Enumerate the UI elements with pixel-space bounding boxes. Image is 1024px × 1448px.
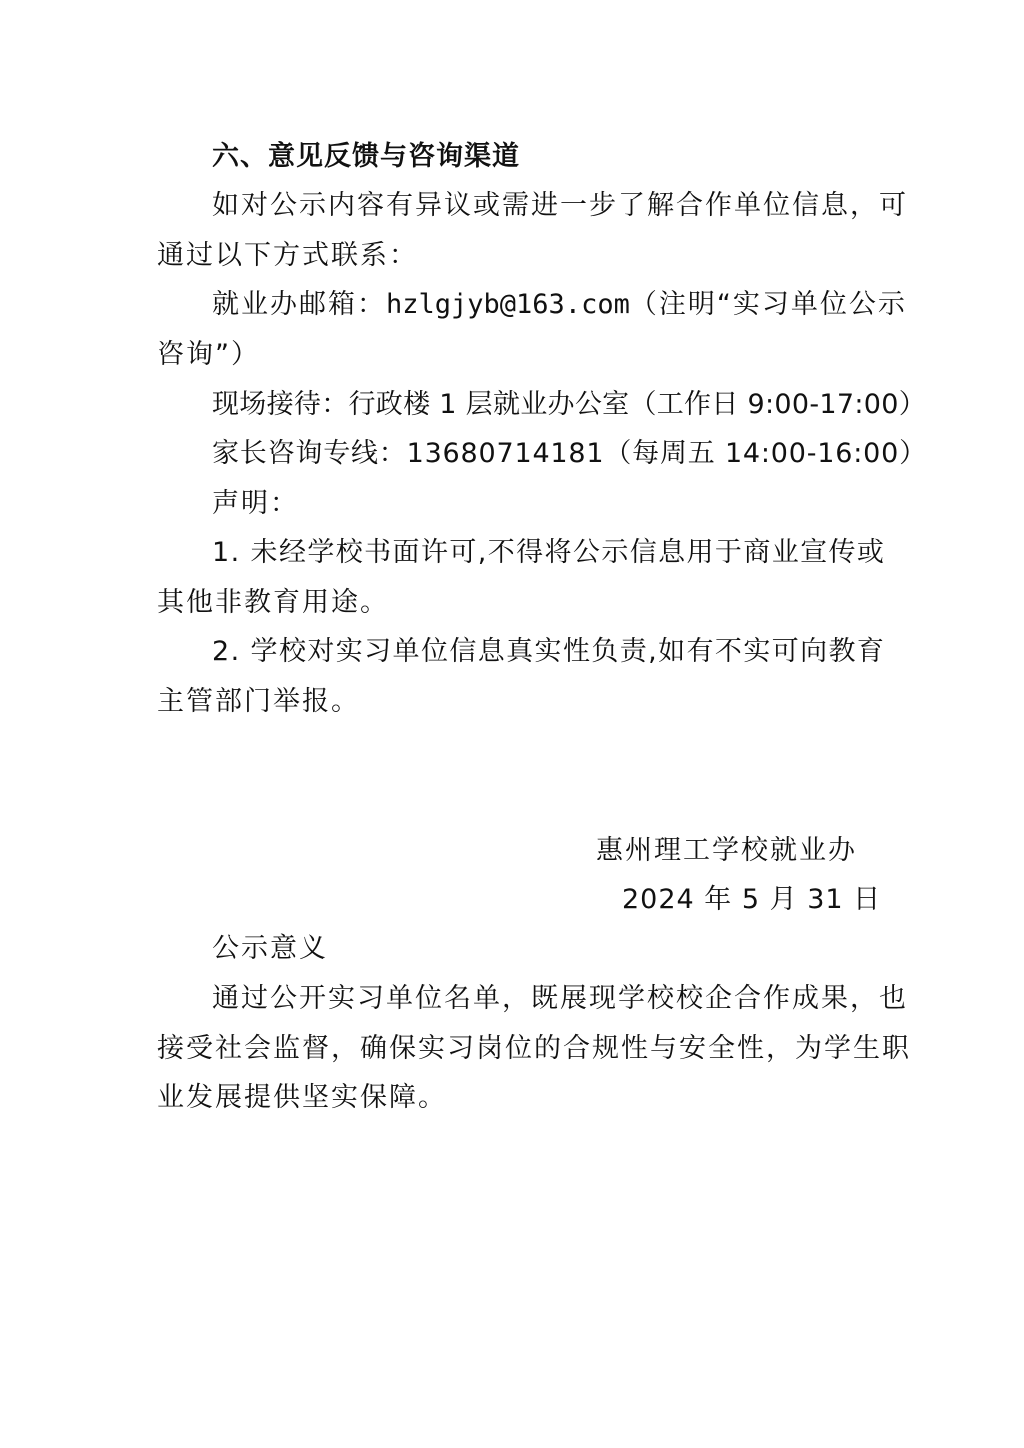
- email-address[interactable]: hzlgjyb@163.com: [386, 289, 630, 320]
- parent-hotline: 家长咨询专线：13680714181（每周五 14:00-16:00）: [212, 438, 927, 469]
- statement-item-2-line-2: 主管部门举报。: [157, 686, 360, 717]
- statement-item-1-line-2: 其他非教育用途。: [157, 587, 389, 618]
- significance-line-3: 业发展提供坚实保障。: [157, 1082, 447, 1113]
- significance-line-2: 接受社会监督，确保实习岗位的合规性与安全性，为学生职: [157, 1033, 911, 1064]
- email-note: （注明“实习单位公示: [629, 289, 907, 320]
- significance-title: 公示意义: [212, 933, 328, 964]
- statement-title: 声明：: [212, 488, 299, 519]
- significance-line-1: 通过公开实习单位名单，既展现学校校企合作成果，也: [212, 983, 908, 1014]
- statement-item-1-line-1: 1. 未经学校书面许可,不得将公示信息用于商业宣传或: [212, 537, 886, 568]
- signature-date: 2024 年 5 月 31 日: [622, 884, 882, 915]
- signature-org: 惠州理工学校就业办: [596, 835, 857, 866]
- statement-item-2-line-1: 2. 学校对实习单位信息真实性负责,如有不实可向教育: [212, 636, 886, 667]
- intro-line-1: 如对公示内容有异议或需进一步了解合作单位信息，可: [212, 190, 908, 221]
- email-note-continued: 咨询”）: [157, 339, 260, 370]
- intro-line-2: 通过以下方式联系：: [157, 240, 418, 271]
- email-label: 就业办邮箱：: [212, 289, 386, 320]
- email-line: [212, 288, 907, 322]
- onsite-reception: 现场接待：行政楼 1 层就业办公室（工作日 9:00-17:00）: [212, 389, 927, 420]
- section-heading: 六、意见反馈与咨询渠道: [212, 141, 520, 172]
